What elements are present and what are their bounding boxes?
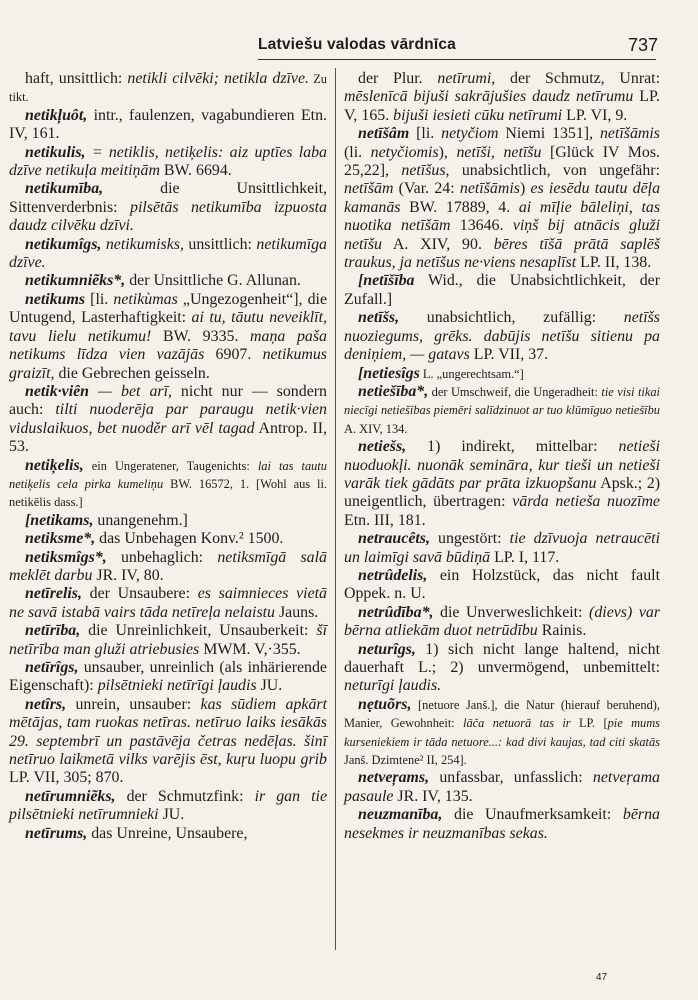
entry-text: pilsētās netikumība izpuosta daudz cilvēku dzīvi. xyxy=(9,198,327,235)
entry-text: (dievs) var bērna atliekām duot netrūdību xyxy=(344,603,661,640)
dictionary-entry xyxy=(9,383,327,457)
entry-text: ai tu, tāutu neveiklīt, tavu lielu netikumu! xyxy=(9,309,327,345)
entry-text: šī netīrība man gluži atriebusies xyxy=(9,622,327,658)
entry-text: Antrop. II, 53. xyxy=(9,419,327,456)
entry-text: haft, unsittlich: xyxy=(25,70,128,87)
headword: netīšs, xyxy=(358,309,400,327)
entry-text: [netuore Janš.], die Natur (hierauf beruhend), Manier, Gewohnheit: xyxy=(344,697,660,731)
entry-text: L. „ungerechtsam.“] xyxy=(419,366,524,381)
dictionary-entry xyxy=(9,585,327,622)
entry-text: netyčiom xyxy=(441,125,499,143)
headword: [netikams, xyxy=(25,511,94,529)
entry-text: unrein, unsauber: xyxy=(66,695,201,713)
headword: netīšâm xyxy=(358,125,410,143)
headword: [netīšība xyxy=(358,272,415,290)
entry-text: Etn. III, 181. xyxy=(344,511,426,529)
entry-text: die Unaufmerksamkeit: xyxy=(442,806,623,824)
entry-text: der Umschweif, die Ungeradheit: xyxy=(428,384,602,399)
entry-text: mēslenīcā bijuši sakrājušies daudz netīrumu xyxy=(344,88,634,106)
entry-text: 1) indirekt, mittelbar: xyxy=(406,438,619,456)
dictionary-entry xyxy=(344,567,660,604)
entry-text: netikùmas xyxy=(113,290,178,308)
dictionary-entry xyxy=(9,180,327,235)
dictionary-entry xyxy=(9,236,327,273)
entry-text: netīšāmis xyxy=(459,180,520,198)
entry-text: lāča netuorā tas ir xyxy=(463,716,571,731)
headword: netīrelis, xyxy=(25,585,82,603)
entry-text: unbehaglich: xyxy=(106,548,218,566)
entry-text: netīšāmis xyxy=(599,125,660,143)
entry-text: das Unbehagen Konv.² 1500. xyxy=(95,530,284,548)
entry-text: ir gan tie pilsētnieki netīrumnieki xyxy=(9,787,327,824)
dictionary-entry xyxy=(9,107,327,144)
dictionary-entry xyxy=(9,272,327,290)
entry-text: LP. V, 165. xyxy=(344,88,660,124)
left-column xyxy=(9,70,327,843)
headword: netrûdelis, xyxy=(358,566,428,584)
dictionary-entry xyxy=(9,291,327,383)
dictionary-entry xyxy=(344,806,660,843)
dictionary-entry xyxy=(9,512,327,530)
page-number: 737 xyxy=(627,35,658,55)
entry-text: LP. VII, 37. xyxy=(469,346,549,364)
entry-text: LP. I, 117. xyxy=(490,548,560,566)
entry-text: vārda netieša nuozīme xyxy=(512,493,660,511)
dictionary-entry xyxy=(344,604,660,641)
entry-text: BW. 17889, 4. xyxy=(400,198,519,216)
dictionary-entry xyxy=(9,696,327,788)
headword: netikums xyxy=(25,290,86,308)
entry-text: JU. xyxy=(256,677,283,695)
entry-text: JR. IV, 80. xyxy=(92,566,164,584)
entry-text: netiksmīgā salā meklēt darbu xyxy=(9,548,327,584)
entry-text: = netiklis, netiķelis: xyxy=(85,143,230,161)
entry-text: netīrumi, xyxy=(437,70,496,87)
dictionary-entry xyxy=(344,365,660,383)
entry-text: es saimnieces vietā ne savā istabā vairs tāda netīreļa nelaistu xyxy=(9,585,327,621)
dictionary-entry xyxy=(9,659,327,696)
entry-text: die Unverweslichkeit: xyxy=(433,603,590,621)
entry-text: BW. 6694. xyxy=(159,162,232,180)
entry-text: Zu tikt. xyxy=(9,72,327,105)
entry-text: netikumus graizīt, xyxy=(9,346,327,382)
headword: netiešība*, xyxy=(358,382,429,400)
headword: netikļuôt, xyxy=(25,106,88,124)
dictionary-entry xyxy=(344,530,660,567)
entry-text: die Unreinlichkeit, Unsauberkeit: xyxy=(80,622,317,640)
column-divider xyxy=(335,68,336,950)
dictionary-entry xyxy=(9,549,327,586)
dictionary-entry xyxy=(344,70,660,125)
headword: netik·viên xyxy=(25,382,89,400)
entry-text: [Glück IV Mos. 25,22], xyxy=(344,143,660,180)
dictionary-entry xyxy=(344,125,660,272)
entry-text: ein Ungeratener, Taugenichts: xyxy=(83,458,258,473)
entry-text: netīši, netīšu xyxy=(456,143,542,161)
header-rule xyxy=(258,59,656,60)
headword: netiksme*, xyxy=(25,530,96,548)
signature-mark: 47 xyxy=(596,972,608,983)
entry-text: netīšs nuoziegums, grēks. dabūjis netīšu sitienu pa deniņiem, — gatavs xyxy=(344,309,660,364)
dictionary-entry xyxy=(344,272,660,309)
entry-text: Jauns. xyxy=(275,603,319,621)
entry-text: intr., faulenzen, vagabundieren Etn. IV, 161. xyxy=(9,106,327,143)
headword: netrûdība*, xyxy=(358,603,434,621)
entry-text: neturīgi ļaudis. xyxy=(344,677,442,695)
entry-text: (li. xyxy=(344,143,371,161)
entry-text: Wid., die Unabsichtlichkeit, der Zufall.] xyxy=(344,272,660,308)
entry-text: 1) sich nicht lange haltend, nicht dauerhaft L.; 2) unvermögend, unbemittelt: xyxy=(344,640,660,676)
entry-text: netikli cilvēki; netikla dzīve. xyxy=(127,70,310,87)
entry-text: „Ungezogenheit“], die Untugend, Lasterhaftigkeit: xyxy=(9,290,327,327)
entry-text: BW. 9335. xyxy=(151,327,251,345)
headword: netikumniẽks*, xyxy=(25,272,126,290)
headword: [netiesîgs xyxy=(358,364,420,382)
headword: netikumîgs, xyxy=(25,235,102,253)
headword: netiķelis, xyxy=(25,456,84,474)
dictionary-entry xyxy=(344,309,660,364)
dictionary-entry xyxy=(9,70,327,107)
entry-text: tie dzīvuoja netraucēti un laimīgi savā būdiņā xyxy=(344,530,660,566)
entry-text: A. XIV, 134. xyxy=(344,421,408,436)
entry-text: der Unsittliche G. Allunan. xyxy=(125,272,301,290)
headword: netīrîgs, xyxy=(25,659,79,676)
entry-text: A. XIV, 90. xyxy=(381,235,494,253)
entry-text: der Unsaubere: xyxy=(81,585,198,603)
entry-text: pilsētnieki netīrīgi ļaudis xyxy=(97,677,257,695)
dictionary-entry xyxy=(9,457,327,512)
entry-text: lai tas tautu netiķelis cela pirka kumeliņu xyxy=(9,458,327,491)
entry-text: bēres tīšā prātā saplēš traukus, ja netīšus ne·viens nesaplīst xyxy=(344,235,660,272)
headword: netikulis, xyxy=(25,143,86,161)
entry-text: netīšām xyxy=(344,180,394,198)
right-column xyxy=(344,70,660,843)
entry-text: ein Holzstück, das nicht fault Oppek. n. U. xyxy=(344,566,660,603)
entry-text: netīšus, xyxy=(401,162,450,180)
entry-text: netikumisks, xyxy=(101,235,184,253)
headword: netiksmîgs*, xyxy=(25,548,107,566)
entry-text: pie mums kurseniekiem ir tāda netuore...: kad divi kaujas, tad citi skatās xyxy=(344,716,660,749)
entry-text: LP. VII, 305; 870. xyxy=(9,769,124,787)
dictionary-entry xyxy=(9,622,327,659)
headword: netraucêts, xyxy=(358,530,430,548)
entry-text: unangenehm.] xyxy=(93,511,188,529)
entry-text: BW. 16572, 1. [Wohl aus li. netikēlis dass.] xyxy=(9,476,327,510)
headword: netîrs, xyxy=(25,695,67,713)
entry-text: unsauber, unreinlich (als inhärierende Eigenschaft): xyxy=(9,659,327,695)
entry-text: Niemi 1351], xyxy=(498,125,600,143)
headword: neturîgs, xyxy=(358,640,416,658)
dictionary-entry xyxy=(344,769,660,806)
entry-text: das Unreine, Unsaubere, xyxy=(87,824,248,842)
headword: neuzmanība, xyxy=(358,806,443,824)
entry-text: JR. IV, 135. xyxy=(393,787,473,805)
entry-text: ), xyxy=(438,143,457,161)
headword: netīrība, xyxy=(25,622,81,640)
dictionary-entry xyxy=(9,530,327,548)
entry-text: viņš bij atnācis gluži netīšu xyxy=(344,217,660,253)
dictionary-entry xyxy=(344,438,660,530)
headword: netīrums, xyxy=(25,824,88,842)
entry-text: der Plur. xyxy=(358,70,438,87)
dictionary-entry xyxy=(344,696,660,770)
entry-text: tie visi tikai niecīgi netiešības piemēri salīdzinuot ar tuo klūmīguo netiešību xyxy=(344,384,660,418)
running-header xyxy=(258,36,658,58)
entry-text: bērna nesekmes ir neuzmanības sekas. xyxy=(344,806,660,842)
entry-text: die Gebrechen geisseln. xyxy=(54,364,210,382)
entry-text: [li. xyxy=(409,125,442,143)
entry-text: (Var. 24: xyxy=(393,180,460,198)
entry-text: 13646. xyxy=(450,217,513,235)
entry-text: nicht nur — sondern auch: xyxy=(9,382,327,419)
dictionary-entry xyxy=(9,825,327,843)
entry-text: 6907. xyxy=(204,346,263,364)
entry-text: kas sūdiem apkārt mētājas, tam ruokas netīras. netīruo laiks iesākās 29. septembrī un pastāvēja četras nedēļas. šinī netīruo laikmetā vilks varējis ēst, kuŗu luopu grib xyxy=(9,695,327,769)
entry-text: es iesēdu tautu dēļa kamanās xyxy=(344,180,661,216)
entry-text: LP. II, 138. xyxy=(576,254,652,272)
entry-text: [li. xyxy=(85,290,114,308)
headword: netikumība, xyxy=(25,180,104,198)
entry-text: tilti nuoderēja par paraugu netik·vien viduslaikuos, bet nuoděr arī vēl tagad xyxy=(9,401,327,437)
entry-text: unfassbar, unfasslich: xyxy=(429,769,593,787)
entry-text: Apsk.; 2) uneigentlich, übertragen: xyxy=(344,474,660,511)
entry-text: netikumīga dzīve. xyxy=(9,235,327,272)
entry-text: JU. xyxy=(158,806,185,824)
entry-text: ungestört: xyxy=(429,530,510,548)
entry-text: aiz uptīes laba dzīve netikuļa meitiņām xyxy=(9,143,327,180)
entry-text: LP. [ xyxy=(570,716,608,731)
entry-text: der Schmutzfink: xyxy=(115,787,255,805)
headword: netveŗams, xyxy=(358,769,430,787)
dictionary-entry xyxy=(9,788,327,825)
entry-text: — bet arī, xyxy=(89,382,172,400)
dictionary-entry xyxy=(344,383,660,438)
entry-text: unsittlich: xyxy=(183,235,257,253)
entry-text: ai mīļie bāleliņi, tas nuotika netīšām xyxy=(344,198,660,235)
entry-text: ) xyxy=(519,180,531,198)
entry-text: unabsichtlich, von ungefähr: xyxy=(449,162,660,180)
dictionary-entry xyxy=(9,144,327,181)
entry-text: netieši nuoduokļi. nuonāk semināra, kur tieši un netieši varāk tiek gādāts par prāta izkuopšanu xyxy=(344,438,660,492)
entry-text: der Schmutz, Unrat: xyxy=(495,70,660,87)
entry-text: die Unsittlichkeit, Sittenverderbnis: xyxy=(9,180,327,216)
entry-text: Rainis. xyxy=(537,622,587,640)
entry-text: maņa paša netikums līdza vien vazājās xyxy=(9,327,327,364)
entry-text: netveŗama pasaule xyxy=(344,769,660,805)
dictionary-entry xyxy=(344,641,660,696)
entry-text: MWM. V,·355. xyxy=(199,640,301,658)
headword: netīrumniẽks, xyxy=(25,787,116,805)
entry-text: netyčiomis xyxy=(370,143,439,161)
entry-text: Janš. Dzimtene² II, 254]. xyxy=(344,753,467,768)
header-title: Latviešu valodas vārdnīca xyxy=(258,36,456,53)
entry-text: bijuši iesieti cūku netīrumi xyxy=(393,106,563,124)
headword: nẹtuõrs, xyxy=(358,695,412,713)
headword: netiešs, xyxy=(358,438,407,456)
entry-text: unabsichtlich, zufällig: xyxy=(399,309,624,327)
entry-text: LP. VI, 9. xyxy=(562,106,628,124)
